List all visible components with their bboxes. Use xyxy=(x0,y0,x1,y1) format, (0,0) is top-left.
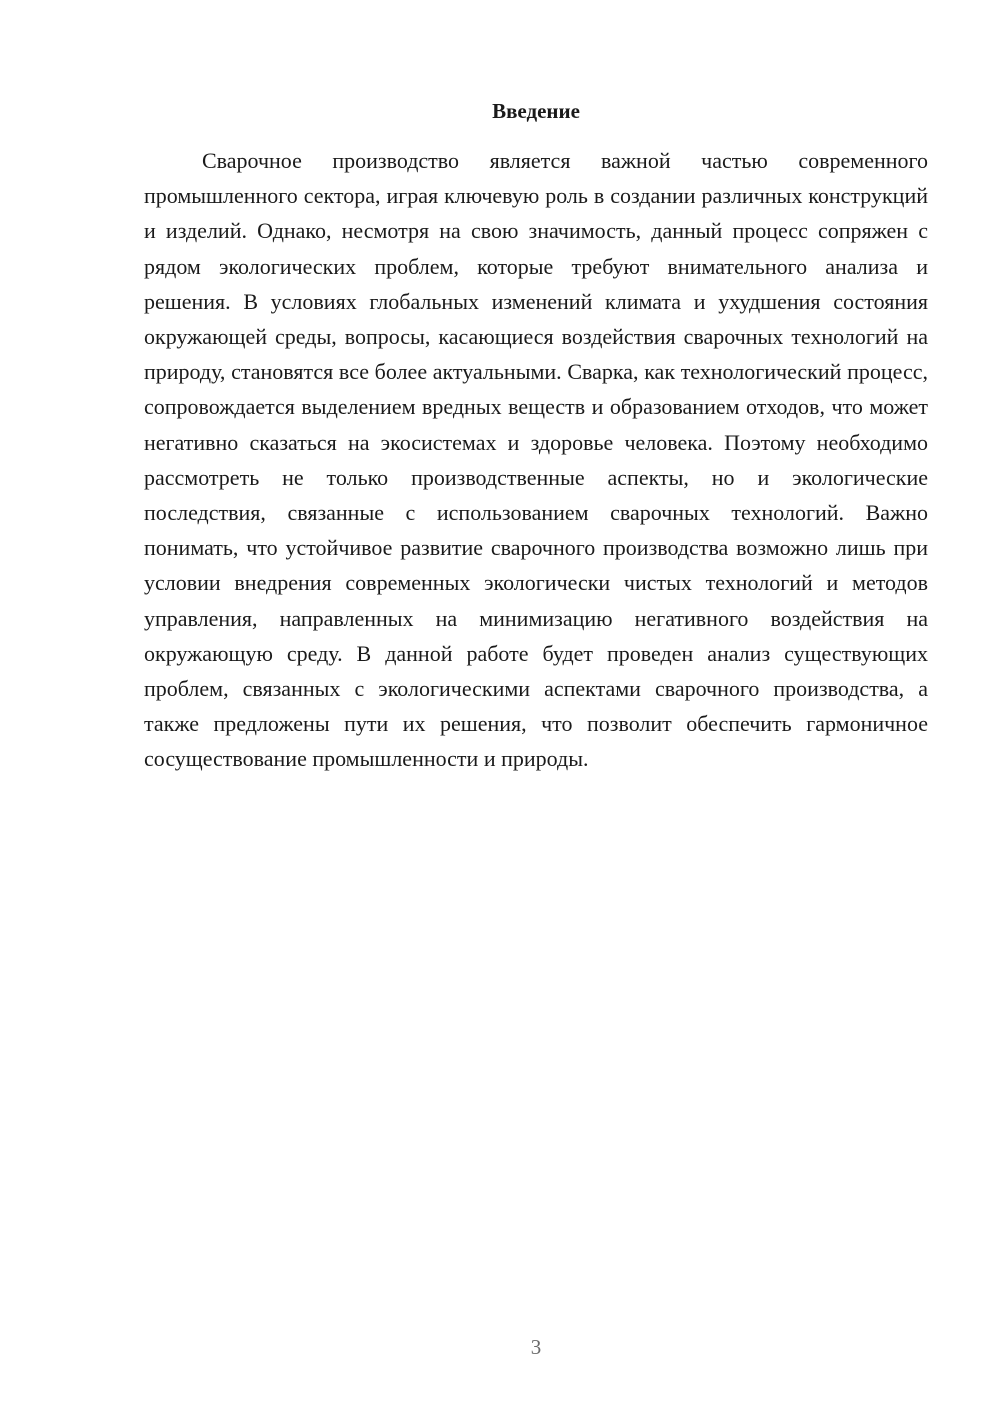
body-paragraph: Сварочное производство является важной частью современного промышленного сектора, играя ключевую роль в создании различных конструкций и изделий. Однако, несмотря на свою значимость, данный процесс сопряжен с рядом экологических проблем, которые требуют внимательного анализа и решения. В условиях глобальных изменений климата и ухудшения состояния окружающей среды, вопросы, касающиеся воздействия сварочных технологий на природу, становятся все более актуальными. Сварка, как технологический процесс, сопровождается выделением вредных веществ и образованием отходов, что может негативно сказаться на экосистемах и здоровье человека. Поэтому необходимо рассмотреть не только производственные аспекты, но и экологические последствия, связанные с использованием сварочных технологий. Важно понимать, что устойчивое развитие сварочного производства возможно лишь при условии внедрения современных экологически чистых технологий и методов управления, направленных на минимизацию негативного воздействия на окружающую среду. В данной работе будет проведен анализ существующих проблем, связанных с экологическими аспектами сварочного производства, а также предложены пути их решения, что позволит обеспечить гармоничное сосуществование промышленности и природы. xyxy=(144,148,928,772)
page-number: 3 xyxy=(530,1335,542,1359)
section-heading: Введение xyxy=(492,99,580,123)
